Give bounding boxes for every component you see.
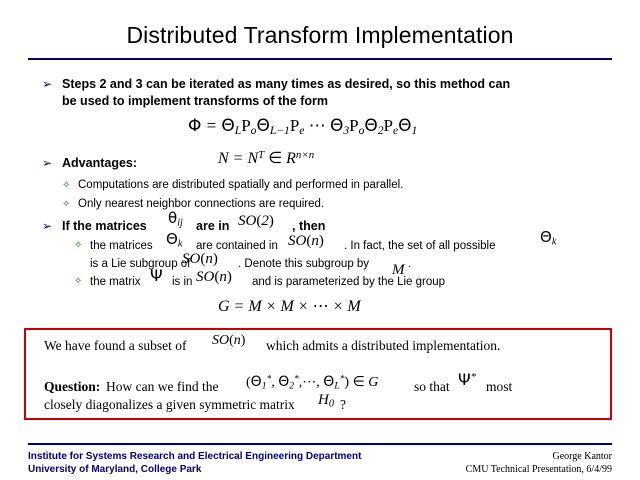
equation-normal: $N = N^T$ ∈ $R^{n\times n}$ bbox=[218, 148, 315, 167]
footer-right-line-1: George Kantor bbox=[552, 451, 612, 462]
bullet-2-label: Advantages: bbox=[62, 156, 138, 170]
footer-right-line-2: CMU Technical Presentation, 6/4/99 bbox=[465, 464, 612, 475]
sub-marker-3: ✧ bbox=[74, 240, 83, 251]
footer-divider bbox=[28, 443, 612, 445]
title-divider bbox=[28, 58, 612, 60]
box-question-label bbox=[44, 379, 100, 395]
subpoint-1-seg-2: are contained in bbox=[196, 240, 278, 252]
box-question-pre: How can we find the bbox=[106, 379, 219, 394]
bullet-marker-3: ➢ bbox=[42, 219, 53, 233]
footer-right bbox=[466, 450, 612, 476]
question-bold: Question: bbox=[44, 379, 101, 394]
equation-son-c: SO(n) bbox=[196, 269, 232, 285]
bullet-marker-1: ➢ bbox=[42, 77, 53, 91]
sub-marker-1: ✧ bbox=[62, 180, 71, 191]
box-line-1-pre: We have found a subset of bbox=[44, 338, 187, 353]
subpoint-1-seg-1: the matrices bbox=[90, 240, 153, 252]
matrices-bullet-pre: If the matrices bbox=[62, 219, 147, 233]
advantage-2: Only nearest neighbor connections are required. bbox=[78, 198, 325, 210]
subpoint-2-seg-2: is in bbox=[172, 276, 193, 288]
box-equation-tuple: ($\Theta_1^*$, $\Theta_2^*,\cdots$, $\Theta_L^*$) ∈ G bbox=[246, 374, 379, 392]
equation-son-a: SO(n) bbox=[288, 233, 324, 249]
box-line-2: closely diagonalizes a given symmetric matrix bbox=[44, 397, 295, 412]
box-equation-psi-star: Ψ* bbox=[458, 370, 477, 389]
matrices-bullet-tail: , then bbox=[292, 219, 326, 233]
bullet-1-line-1: Steps 2 and 3 can be iterated as many times as desired, so this method can bbox=[62, 77, 511, 91]
footer-left-line-1: Institute for Systems Research and Electrical Engineering Department bbox=[28, 451, 362, 462]
footer-left bbox=[28, 450, 361, 476]
equation-son-b: SO(n) bbox=[182, 251, 218, 267]
box-line-1-post: which admits a distributed implementation. bbox=[266, 338, 501, 353]
equation-theta-k-b: $\Theta_k$ bbox=[540, 228, 557, 248]
advantage-1: Computations are distributed spatially and performed in parallel. bbox=[78, 179, 404, 191]
subpoint-1-seg-6: . bbox=[408, 258, 412, 270]
footer-left-line-2: University of Maryland, College Park bbox=[28, 464, 202, 475]
equation-script-m-a: M bbox=[392, 262, 405, 278]
equation-psi-symbol: Ψ bbox=[150, 266, 163, 285]
subpoint-2-seg-3: and is parameterized by the Lie group bbox=[252, 276, 446, 288]
equation-psi-product: $\Phi = \Theta_LP_o\Theta_{L-1}P_e$ ⋯ $\Theta_3P_o\Theta_2P_e\Theta_1$ bbox=[188, 116, 418, 137]
page-title: Distributed Transform Implementation bbox=[126, 22, 514, 48]
box-question-mid: so that bbox=[414, 379, 450, 394]
sub-marker-2: ✧ bbox=[62, 199, 71, 210]
sub-marker-4: ✧ bbox=[74, 276, 83, 287]
box-question-post: most bbox=[486, 379, 513, 394]
box-equation-son: SO(n) bbox=[212, 333, 246, 348]
subpoint-1-seg-4: is a Lie subgroup of bbox=[90, 258, 191, 270]
subpoint-2-seg-1: the matrix bbox=[90, 276, 141, 288]
equation-theta-k-a: $\Theta_k$ bbox=[166, 230, 183, 250]
bullet-marker-2: ➢ bbox=[42, 156, 53, 170]
subpoint-1-seg-3: . In fact, the set of all possible bbox=[344, 240, 496, 252]
equation-so2: SO(2) bbox=[238, 213, 274, 229]
box-qmark: ? bbox=[340, 397, 346, 412]
box-equation-h0: $H_0$ bbox=[318, 392, 334, 410]
equation-theta-ij: $\theta_{ij}$ bbox=[168, 209, 183, 229]
equation-group-product: G = M × M × ⋯ × M bbox=[218, 298, 361, 315]
matrices-bullet-post: are in bbox=[196, 219, 230, 233]
bullet-1-line-2: be used to implement transforms of the form bbox=[62, 94, 329, 108]
subpoint-1-seg-5: . Denote this subgroup by bbox=[238, 258, 370, 270]
